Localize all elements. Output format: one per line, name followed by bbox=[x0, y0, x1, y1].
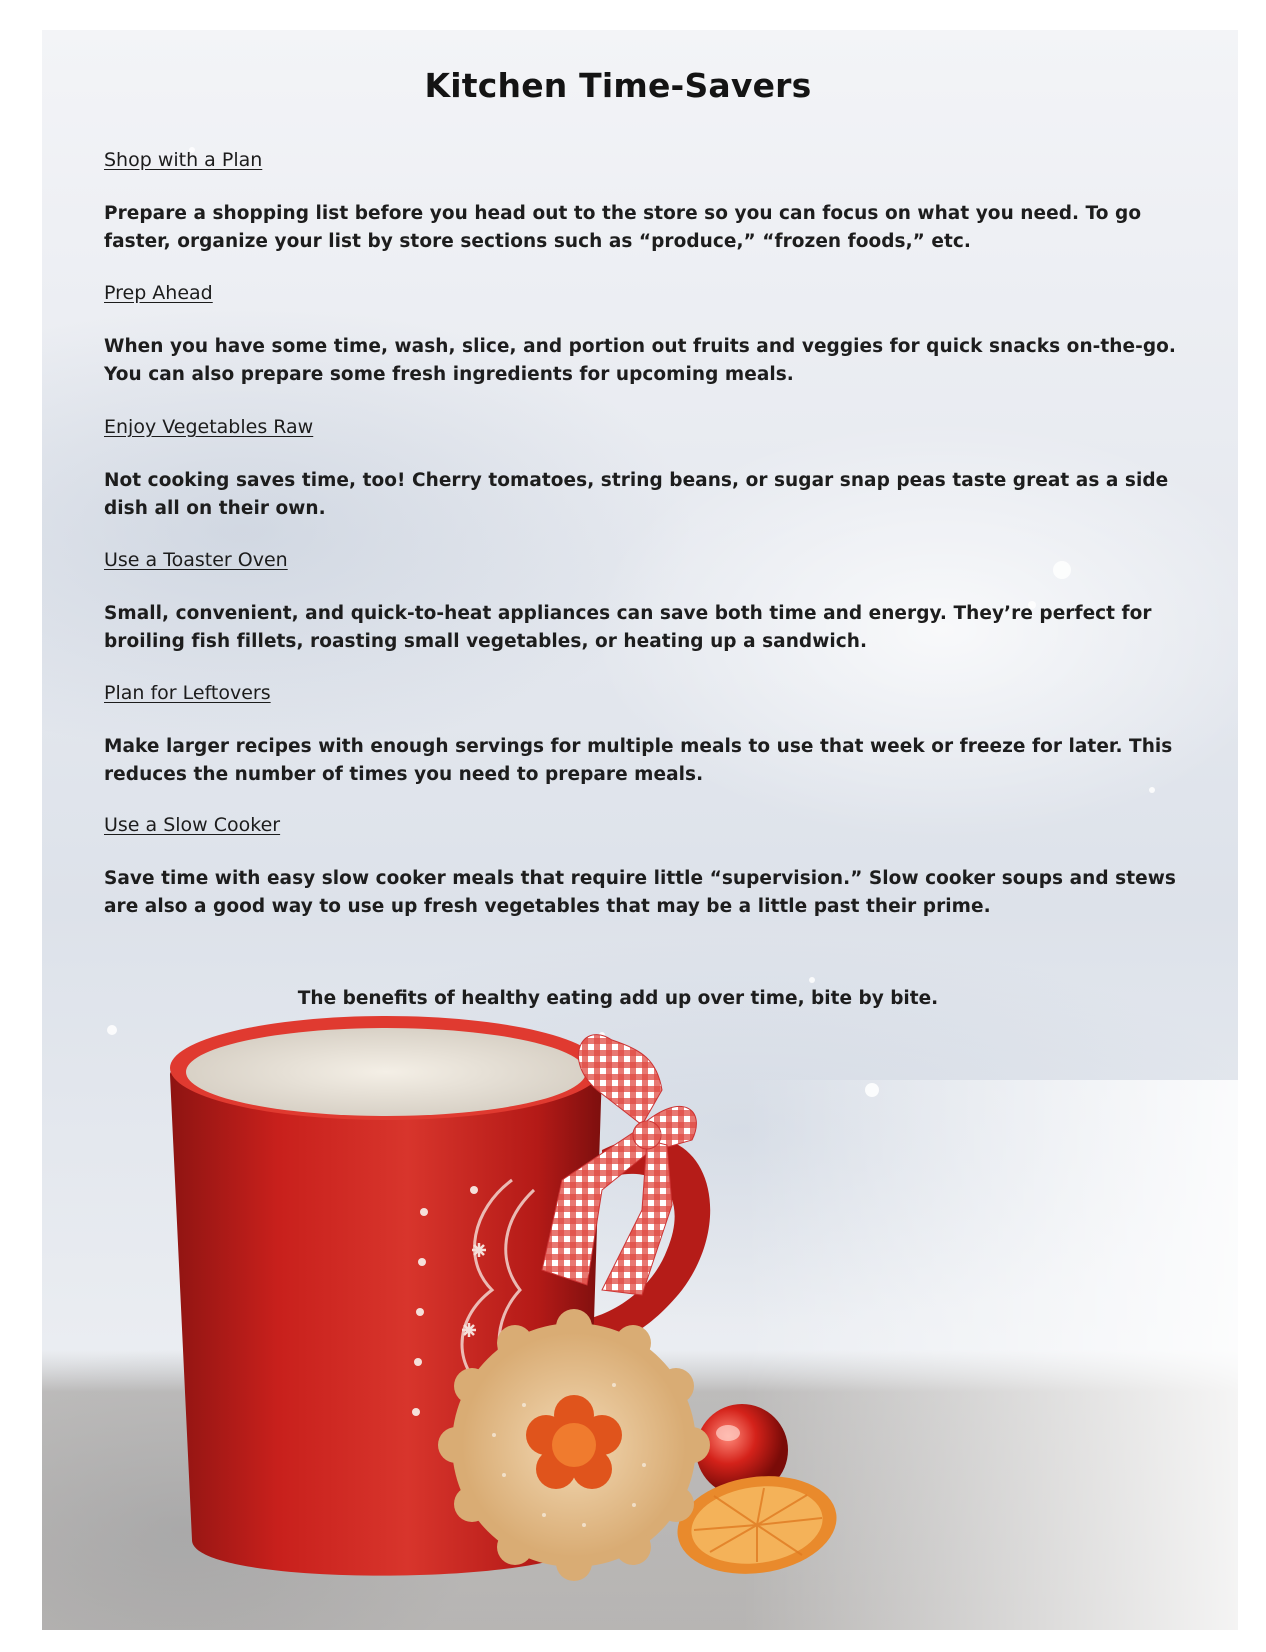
section-heading: Enjoy Vegetables Raw bbox=[104, 416, 314, 438]
section-plan-for-leftovers bbox=[104, 681, 1204, 789]
closing-line: The benefits of healthy eating add up over time, bite by bite. bbox=[297, 988, 939, 1009]
section-heading: Plan for Leftovers bbox=[104, 682, 271, 704]
section-enjoy-vegetables-raw bbox=[104, 415, 1204, 523]
section-heading: Prep Ahead bbox=[104, 282, 213, 304]
section-body: Prepare a shopping list before you head out to the store so you can focus on what you need. To go faster, organize your list by store sections such as “produce,” “frozen foods,” etc. bbox=[104, 203, 1142, 252]
section-use-a-toaster-oven bbox=[104, 548, 1204, 656]
section-body: When you have some time, wash, slice, and portion out fruits and veggies for quick snacks on-the-go. You can also prepare some fresh ingredients for upcoming meals. bbox=[104, 336, 1176, 385]
page-title: Kitchen Time-Savers bbox=[424, 66, 812, 105]
section-shop-with-a-plan bbox=[104, 148, 1204, 256]
section-heading: Use a Slow Cooker bbox=[104, 814, 281, 836]
flyer-page bbox=[42, 30, 1238, 1630]
section-use-a-slow-cooker bbox=[104, 813, 1204, 921]
section-body: Save time with easy slow cooker meals that require little “supervision.” Slow cooker soups and stews are also a good way to use up fresh vegetables that may be a little past their prime. bbox=[104, 868, 1176, 917]
section-prep-ahead bbox=[104, 281, 1204, 389]
section-heading: Shop with a Plan bbox=[104, 149, 263, 171]
section-body: Not cooking saves time, too! Cherry tomatoes, string beans, or sugar snap peas taste great as a side dish all on their own. bbox=[104, 470, 1169, 519]
section-body: Make larger recipes with enough servings for multiple meals to use that week or freeze for later. This reduces the number of times you need to prepare meals. bbox=[104, 736, 1173, 785]
section-heading: Use a Toaster Oven bbox=[104, 549, 288, 571]
section-body: Small, convenient, and quick-to-heat appliances can save both time and energy. They’re perfect for broiling fish fillets, roasting small vegetables, or heating up a sandwich. bbox=[104, 603, 1152, 652]
